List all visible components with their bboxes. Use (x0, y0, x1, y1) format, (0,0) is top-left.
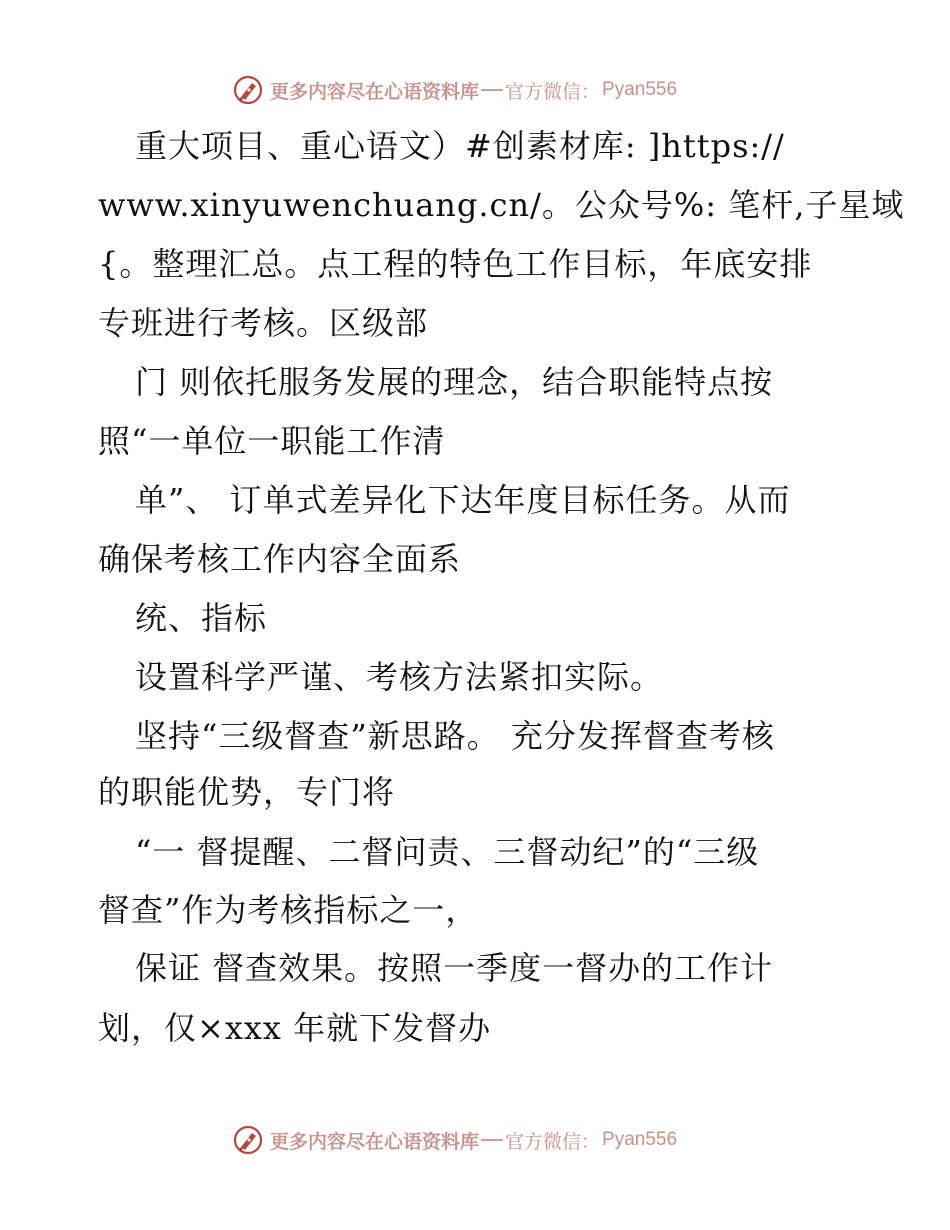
watermark-dash (481, 1139, 503, 1141)
watermark-brand: 更多内容尽在心语资料库 (270, 1130, 480, 1153)
pen-nib-logo-icon (232, 74, 264, 106)
body-line: 照“一单位一职能工作清 (98, 422, 446, 460)
body-line: 单”、 订单式差异化下达年度目标任务。从而 (135, 481, 791, 519)
body-line: 坚持“三级督查”新思路。 充分发挥督查考核 (135, 717, 775, 755)
body-line: 的职能优势，专门将 (98, 773, 396, 811)
watermark-official: 官方微信： (505, 1130, 601, 1153)
watermark-dash (481, 89, 503, 91)
body-line: 专班进行考核。区级部 (98, 304, 429, 342)
body-line: 重大项目、重心语文）#创素材库: ]https:// (135, 127, 785, 165)
body-line: 设置科学严谨、考核方法紧扣实际。 (135, 658, 664, 696)
body-line: 划，仅×xxx 年就下发督办 (98, 1009, 492, 1047)
watermark-id: Pyan556 (602, 79, 678, 100)
body-line: 督查”作为考核指标之一， (98, 891, 479, 929)
body-line: www.xinyuwenchuang.cn/。公众号%: 笔杆,子星域 (98, 186, 905, 224)
watermark-id: Pyan556 (602, 1129, 678, 1150)
header-watermark (232, 70, 732, 110)
watermark-brand: 更多内容尽在心语资料库 (270, 80, 480, 103)
body-line: 门 则依托服务发展的理念，结合职能特点按 (135, 363, 774, 401)
body-line: 确保考核工作内容全面系 (98, 540, 462, 578)
pen-nib-logo-icon (232, 1124, 264, 1156)
footer-watermark (232, 1120, 732, 1160)
body-line: 保证 督查效果。按照一季度一督办的工作计 (135, 949, 774, 987)
watermark-official: 官方微信： (505, 80, 601, 103)
body-line: 统、指标 (135, 599, 268, 637)
body-line: “一 督提醒、二督问责、三督动纪”的“三级 (135, 833, 760, 871)
body-line: {。整理汇总。点工程的特色工作目标，年底安排 (98, 245, 813, 283)
